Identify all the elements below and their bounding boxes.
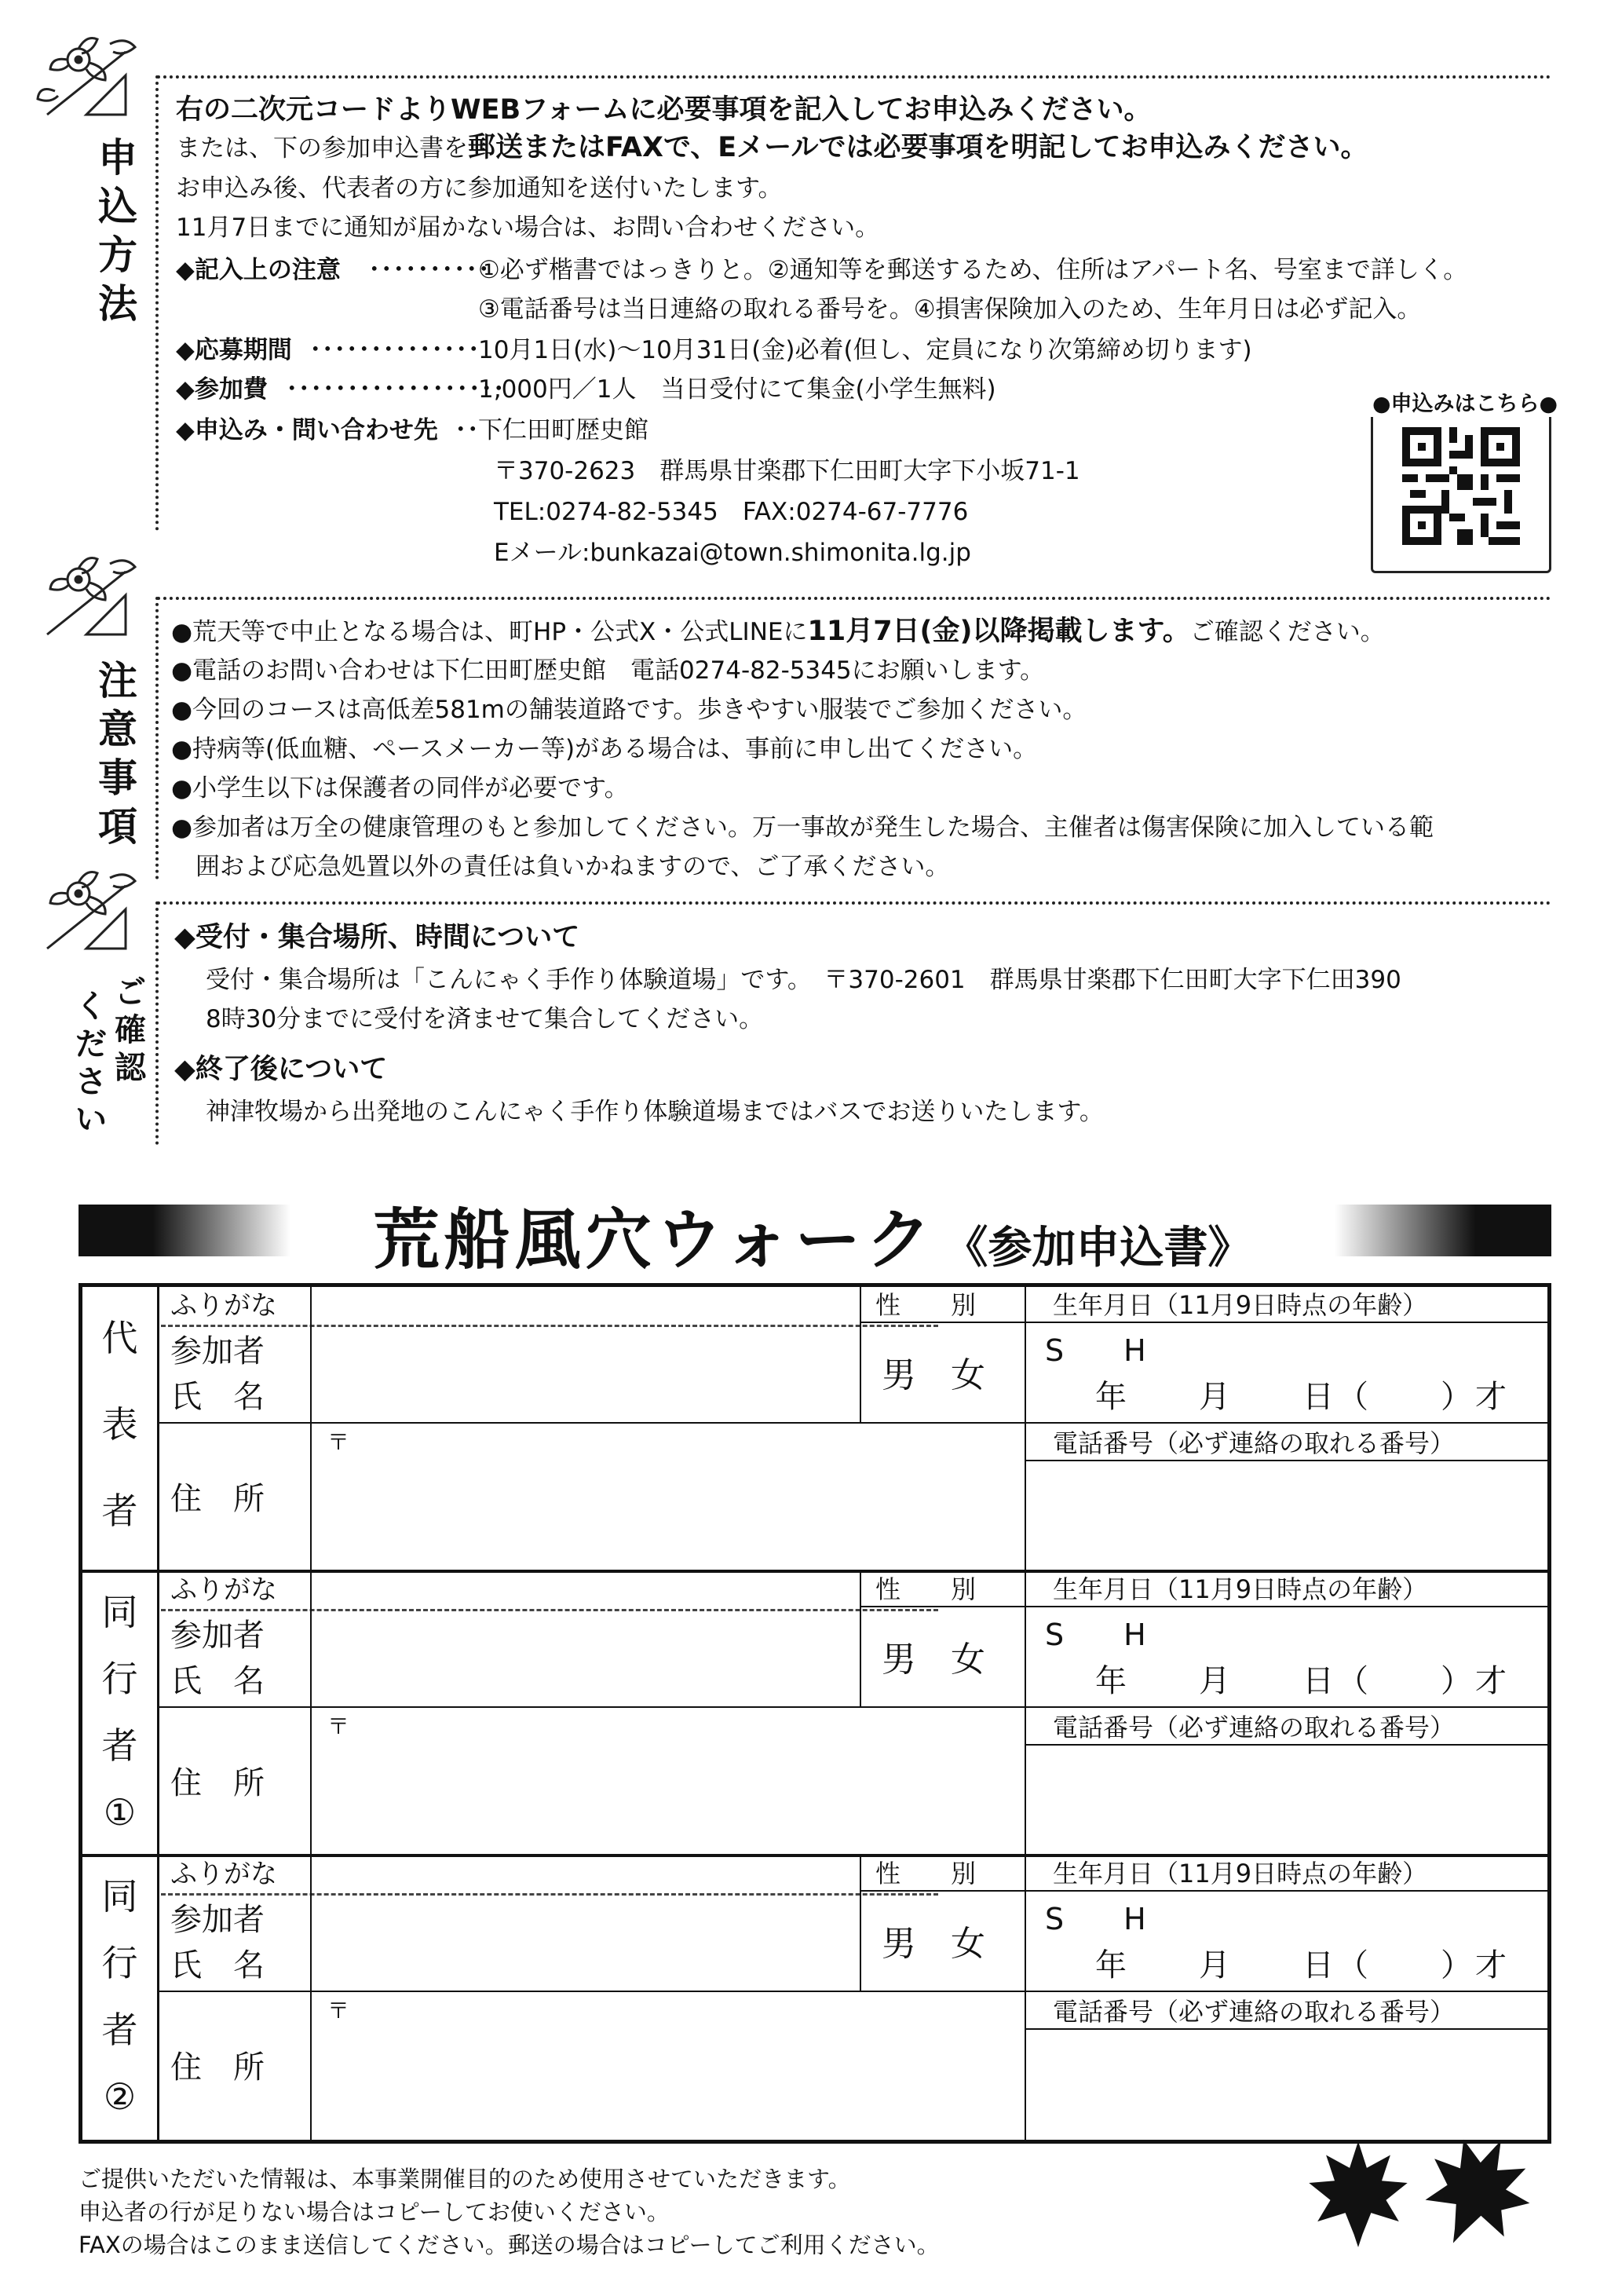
section3-side-rule xyxy=(155,901,159,1145)
phone-label: 電話番号（必ず連絡の取れる番号） xyxy=(1053,1428,1456,1458)
address-label: 住 所 xyxy=(170,1481,265,1517)
qr-title: ●申込みはこちら● xyxy=(1368,386,1562,417)
title-bar-left xyxy=(79,1205,290,1256)
address-label: 住 所 xyxy=(170,1765,265,1801)
birth-label: 生年月日（11月9日時点の年齢） xyxy=(1053,1859,1428,1888)
footer-line-2: 申込者の行が足りない場合はコピーしてお使いください。 xyxy=(79,2199,670,2225)
contact-email[interactable]: Eメール:bunkazai@town.shimonita.lg.jp xyxy=(494,539,971,567)
form-title xyxy=(298,1187,1327,1282)
notice-7: 囲および応急処置以外の責任は負いかねますので、ご了承ください。 xyxy=(171,853,950,881)
furigana-label: ふりがな xyxy=(170,1290,277,1322)
sex-options[interactable]: 男 女 xyxy=(882,1355,985,1395)
form-title-main: 荒船風穴ウォーク xyxy=(373,1201,937,1278)
name-label-1: 参加者 xyxy=(170,1902,265,1938)
postal-mark: 〒 xyxy=(327,1713,350,1739)
notice-5: ●小学生以下は保護者の同伴が必要です。 xyxy=(171,774,629,803)
role-label: 代 表 者 xyxy=(101,1317,138,1532)
footer-line-1: ご提供いただいた情報は、本事業開催目的のため使用させていただきます。 xyxy=(79,2166,851,2192)
birth-fields[interactable]: 年 月 日（ ）才 xyxy=(1095,1947,1510,1983)
sex-label: 性 別 xyxy=(875,1290,977,1320)
section1-line-2: または、下の参加申込書を郵送またはFAXで、Eメールでは必要事項を明記してお申込みください。 xyxy=(176,132,1368,163)
flower-ornament-icon xyxy=(31,862,149,964)
name-label-2: 氏 名 xyxy=(170,1663,265,1699)
section2-top-rule xyxy=(157,597,1551,600)
contact-address: 〒370-2623 群馬県甘楽郡下仁田町大字下小坂71-1 xyxy=(494,457,1080,485)
era-options[interactable]: S H xyxy=(1045,1333,1146,1368)
maple-leaf-icon xyxy=(1418,2130,1536,2255)
section1-line-3: お申込み後、代表者の方に参加通知を送付いたします。 xyxy=(176,174,783,203)
section3-label-col1: く だ さ い xyxy=(75,989,107,1138)
item-period: ◆応募期間 ･･････････････10月1日(水)～10月31日(金)必着(但し、定員になり次第締め切ります) xyxy=(176,336,1252,364)
flower-ornament-icon xyxy=(31,28,149,130)
contact-phone: TEL:0274-82-5345 FAX:0274-67-7776 xyxy=(494,498,969,526)
after-text: 神津牧場から出発地のこんにゃく手作り体験道場まではバスでお送りいたします。 xyxy=(206,1098,1104,1126)
sex-options[interactable]: 男 女 xyxy=(882,1640,985,1680)
phone-input[interactable] xyxy=(1026,1461,1551,1570)
role-label: 同 行 者 ① xyxy=(101,1591,138,1834)
section2-body xyxy=(171,614,1545,881)
section2-side-rule xyxy=(155,597,159,879)
application-form-table xyxy=(79,1283,1551,2144)
maple-leaf-icon xyxy=(1303,2136,1413,2254)
furigana-input[interactable] xyxy=(312,1855,858,1892)
footer-line-3: FAXの場合はこのまま送信してください。郵送の場合はコピーしてご利用ください。 xyxy=(79,2232,940,2258)
sex-label: 性 別 xyxy=(875,1859,977,1888)
phone-label: 電話番号（必ず連絡の取れる番号） xyxy=(1053,1713,1456,1742)
notice-3: ●今回のコースは高低差581mの舗装道路です。歩きやすい服装でご参加ください。 xyxy=(171,696,1087,724)
section1-line-4: 11月7日までに通知が届かない場合は、お問い合わせください。 xyxy=(176,214,880,242)
after-heading: ◆終了後について xyxy=(174,1054,388,1085)
section1-line-1: 右の二次元コードよりWEBフォームに必要事項を記入してお申込みください。 xyxy=(176,94,1152,126)
item-notes: ◆記入上の注意 ･･････････①必ず楷書ではっきりと。②通知等を郵送するため、住所はアパート名、号室まで詳しく。 xyxy=(176,256,1468,284)
notice-2: ●電話のお問い合わせは下仁田町歴史館 電話0274-82-5345にお願いします。 xyxy=(171,656,1045,685)
name-label-1: 参加者 xyxy=(170,1333,265,1369)
section2-label: 注 意 事 項 xyxy=(98,658,137,850)
name-input[interactable] xyxy=(312,1326,858,1420)
birth-label: 生年月日（11月9日時点の年齢） xyxy=(1053,1574,1428,1604)
section1-body xyxy=(176,93,1542,567)
birth-fields[interactable]: 年 月 日（ ）才 xyxy=(1095,1379,1510,1415)
name-input[interactable] xyxy=(312,1895,858,1989)
birth-fields[interactable]: 年 月 日（ ）才 xyxy=(1095,1663,1510,1699)
furigana-input[interactable] xyxy=(312,1571,858,1607)
phone-label: 電話番号（必ず連絡の取れる番号） xyxy=(1053,1997,1456,2027)
address-input[interactable] xyxy=(312,1992,1023,2138)
address-input[interactable] xyxy=(312,1424,1023,1570)
reception-heading: ◆受付・集合場所、時間について xyxy=(174,922,580,953)
furigana-input[interactable] xyxy=(312,1287,858,1323)
section3-label-col2: ご 確 認 xyxy=(115,974,146,1086)
era-options[interactable]: S H xyxy=(1045,1618,1146,1652)
notice-6: ●参加者は万全の健康管理のもと参加してください。万一事故が発生した場合、主催者は傷害保険に加入している範 xyxy=(171,813,1434,842)
reception-text-1: 受付・集合場所は「こんにゃく手作り体験道場」です。 〒370-2601 群馬県甘楽郡下仁田町大字下仁田390 xyxy=(206,966,1401,994)
name-label-2: 氏 名 xyxy=(170,1379,265,1415)
notice-4: ●持病等(低血糖、ペースメーカー等)がある場合は、事前に申し出てください。 xyxy=(171,735,1038,763)
section1-top-rule xyxy=(157,75,1551,79)
sex-label: 性 別 xyxy=(875,1574,977,1604)
phone-input[interactable] xyxy=(1026,1746,1551,1854)
name-label-2: 氏 名 xyxy=(170,1947,265,1983)
flower-ornament-icon xyxy=(31,548,149,650)
section1-label: 申 込 方 法 xyxy=(98,135,137,327)
name-input[interactable] xyxy=(312,1610,858,1705)
reception-text-2: 8時30分までに受付を済ませて集合してください。 xyxy=(206,1005,764,1033)
item-contact: ◆申込み・問い合わせ先 ･･下仁田町歴史館 xyxy=(176,416,648,444)
form-subtitle: 《参加申込書》 xyxy=(944,1223,1252,1274)
title-bar-right xyxy=(1335,1205,1551,1256)
postal-mark: 〒 xyxy=(327,1998,350,2024)
section1-side-rule xyxy=(155,75,159,531)
section3-top-rule xyxy=(157,901,1551,905)
era-options[interactable]: S H xyxy=(1045,1902,1146,1936)
furigana-label: ふりがな xyxy=(170,1574,277,1606)
qr-code-icon[interactable] xyxy=(1402,427,1520,545)
furigana-label: ふりがな xyxy=(170,1859,277,1890)
phone-input[interactable] xyxy=(1026,2030,1551,2138)
postal-mark: 〒 xyxy=(327,1429,350,1455)
item-notes-cont: ③電話番号は当日連絡の取れる番号を。④損害保険加入のため、生年月日は必ず記入。 xyxy=(478,295,1422,324)
name-label-1: 参加者 xyxy=(170,1618,265,1654)
section3-body xyxy=(174,920,1548,1156)
item-fee: ◆参加費 ･･････････････････1,000円／1人 当日受付にて集金(小学生無料) xyxy=(176,375,996,404)
role-label: 同 行 者 ② xyxy=(101,1875,138,2118)
address-label: 住 所 xyxy=(170,2049,265,2086)
sex-options[interactable]: 男 女 xyxy=(882,1924,985,1964)
address-input[interactable] xyxy=(312,1708,1023,1854)
notice-1: ●荒天等で中止となる場合は、町HP・公式X・公式LINEに11月7日(金)以降掲載します。ご確認ください。 xyxy=(171,616,1385,647)
birth-label: 生年月日（11月9日時点の年齢） xyxy=(1053,1290,1428,1320)
